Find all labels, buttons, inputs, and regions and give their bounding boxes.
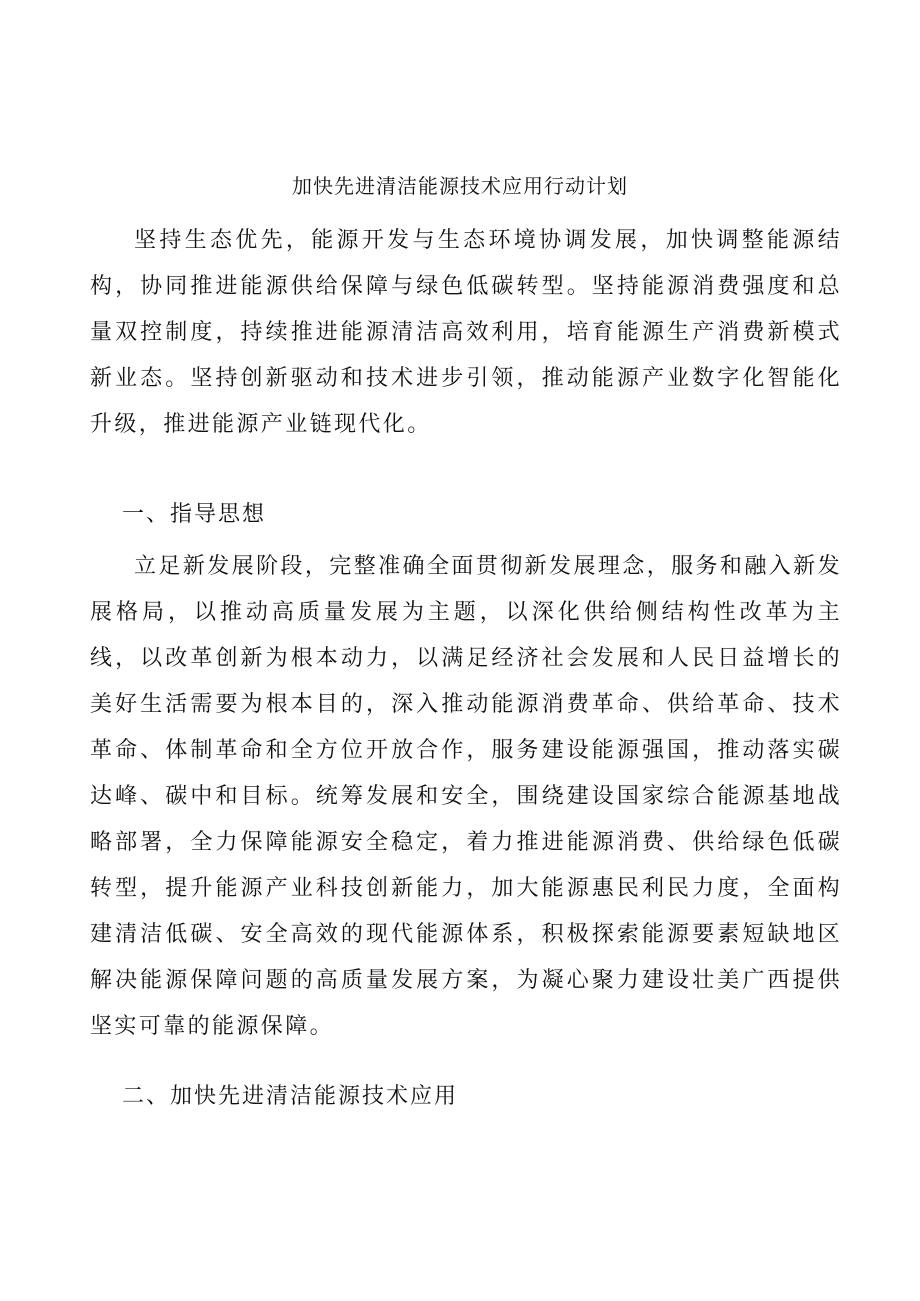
document-title: 加快先进清洁能源技术应用行动计划: [292, 174, 628, 198]
guiding-ideology-paragraph: 立足新发展阶段，完整准确全面贯彻新发展理念，服务和融入新发展格局，以推动高质量发展为主题，以深化供给侧结构性改革为主线，以改革创新为根本动力，以满足经济社会发展和人民日益增长的美好生活需要为根本目的，深入推动能源消费革命、供给革命、技术革命、体制革命和全方位开放合作，服务建设能源强国，推动落实碳达峰、碳中和目标。统筹发展和安全，围绕建设国家综合能源基地战略部署，全力保障能源安全稳定，着力推进能源消费、供给绿色低碳转型，提升能源产业科技创新能力，加大能源惠民利民力度，全面构建清洁低碳、安全高效的现代能源体系，积极探索能源要素短缺地区解决能源保障问题的高质量发展方案，为凝心聚力建设壮美广西提供坚实可靠的能源保障。: [90, 554, 842, 1039]
section-heading-clean-energy-tech: 二、加快先进清洁能源技术应用: [122, 1084, 459, 1109]
intro-paragraph: 坚持生态优先，能源开发与生态环境协调发展，加快调整能源结构，协同推进能源供给保障与绿色低碳转型。坚持能源消费强度和总量双控制度，持续推进能源清洁高效利用，培育能源生产消费新模式新业态。坚持创新驱动和技术进步引领，推动能源产业数字化智能化升级，推进能源产业链现代化。: [90, 228, 842, 437]
section-heading-guiding-ideology: 一、指导思想: [122, 502, 267, 527]
